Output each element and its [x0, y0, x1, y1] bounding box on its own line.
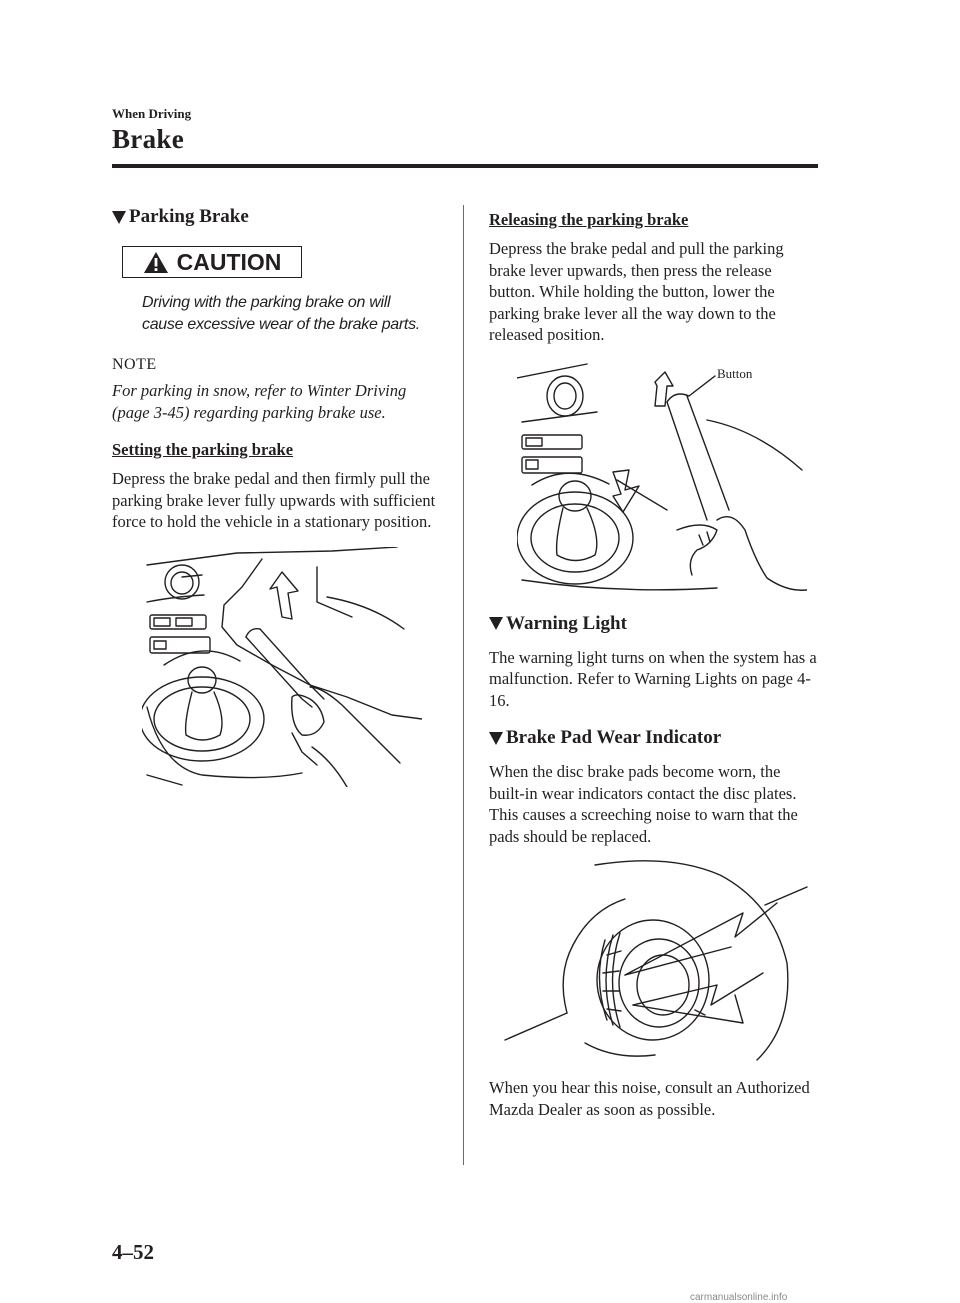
setting-heading: Setting the parking brake [112, 440, 294, 459]
setting-text: Depress the brake pedal and then firmly pull the parking brake lever fully upwards with sufficient force to hold the vehicle in a stationary position. [112, 469, 436, 531]
running-head: When Driving [112, 106, 192, 121]
releasing-heading: Releasing the parking brake [489, 210, 689, 229]
setting-parking-brake-illustration [142, 547, 422, 787]
releasing-figure [517, 360, 807, 595]
caution-text: Driving with the parking brake on will cause excessive wear of the brake parts. [142, 294, 420, 333]
pad-wear-heading [489, 727, 819, 749]
pad-wear-text: When the disc brake pads become worn, the built-in wear indicators contact the disc plates. This causes a screeching noise to warn that the pads should be replaced. [489, 762, 798, 846]
button-callout-label: Button [717, 365, 753, 381]
triangle-down-icon [489, 732, 503, 745]
warning-triangle-icon [143, 251, 169, 274]
warning-light-heading [489, 613, 819, 635]
page-number: 4–52 [112, 1240, 154, 1264]
note-label: NOTE [112, 356, 157, 373]
header-rule [112, 164, 818, 168]
right-column [489, 206, 819, 1120]
triangle-down-icon [489, 617, 503, 630]
caution-box [122, 246, 302, 278]
parking-brake-heading [112, 206, 442, 228]
watermark: carmanualsonline.info [690, 1292, 788, 1303]
brake-pad-wear-illustration [495, 855, 815, 1065]
triangle-down-icon [112, 211, 126, 224]
left-column [112, 206, 442, 787]
releasing-parking-brake-illustration [517, 360, 807, 595]
parking-brake-heading-text: Parking Brake [129, 206, 249, 227]
pad-wear-heading-text: Brake Pad Wear Indicator [506, 727, 722, 748]
column-divider [463, 205, 464, 1165]
note-text: For parking in snow, refer to Winter Driving (page 3-45) regarding parking brake use. [112, 381, 407, 422]
releasing-text: Depress the brake pedal and pull the parking brake lever upwards, then press the release button. While holding the button, lower the parking brake lever all the way down to the released position. [489, 239, 784, 344]
pad-wear-after-text: When you hear this noise, consult an Authorized Mazda Dealer as soon as possible. [489, 1078, 810, 1119]
warning-light-heading-text: Warning Light [506, 612, 627, 634]
section-title: Brake [112, 124, 184, 154]
caution-label: CAUTION [176, 248, 282, 275]
warning-light-text: The warning light turns on when the system has a malfunction. Refer to Warning Lights on page 4-16. [489, 647, 817, 710]
